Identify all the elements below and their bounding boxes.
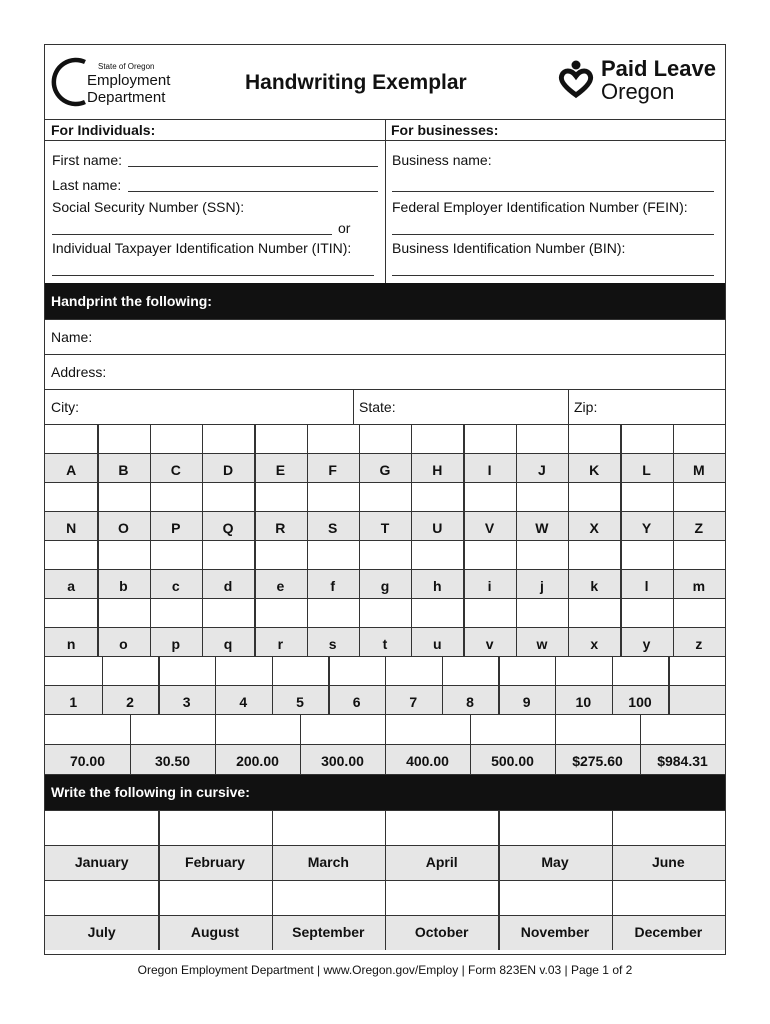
- lower2-cell: v: [485, 636, 494, 652]
- lower1-cell: e: [276, 578, 285, 594]
- amounts-write-cell[interactable]: [45, 714, 130, 744]
- row-divider: [45, 774, 725, 775]
- lower2-write-cell[interactable]: [673, 598, 725, 627]
- upper2-cell: Z: [694, 520, 704, 536]
- lower1-write-cell[interactable]: [411, 540, 463, 569]
- upper2-cell: N: [66, 520, 77, 536]
- amounts-cell: 70.00: [69, 753, 106, 769]
- upper2-cell: X: [589, 520, 599, 536]
- upper2-cell: W: [535, 520, 549, 536]
- employment-department-logo: [51, 53, 181, 111]
- numbers-write-cell[interactable]: [102, 656, 159, 685]
- months2-write-cell[interactable]: [612, 880, 725, 915]
- address-label: Address:: [51, 364, 107, 380]
- upper2-write-cell[interactable]: [307, 482, 359, 511]
- amounts-write-cell[interactable]: [385, 714, 470, 744]
- numbers-cell: [668, 694, 725, 714]
- lower2-write-cell[interactable]: [463, 598, 515, 627]
- months2-write-cell[interactable]: [45, 880, 158, 915]
- months2-write-cell[interactable]: [272, 880, 385, 915]
- lower1-cell: h: [433, 578, 442, 594]
- upper1-cell: M: [693, 462, 705, 478]
- numbers-write-cell[interactable]: [498, 656, 555, 685]
- lower2-cell: p: [171, 636, 181, 652]
- amounts-cell: 200.00: [236, 753, 279, 769]
- employment-department-logo-icon: [51, 53, 91, 111]
- months2-cell: December: [634, 924, 703, 940]
- lower2-cell: r: [277, 636, 284, 652]
- individuals-heading: For Individuals:: [45, 119, 385, 141]
- businesses-heading: For businesses:: [385, 119, 725, 141]
- itin-field[interactable]: [52, 275, 374, 276]
- lower1-write-cell[interactable]: [97, 540, 149, 569]
- lower2-write-cell[interactable]: [411, 598, 463, 627]
- numbers-cell: 4: [239, 694, 248, 710]
- first-name-field[interactable]: [128, 166, 378, 167]
- lower1-cell: g: [380, 578, 390, 594]
- row-divider: [45, 627, 725, 628]
- lower2-cell: z: [695, 636, 703, 652]
- months1-write-cell[interactable]: [498, 810, 611, 845]
- bin-label: Business Identification Number (BIN):: [392, 240, 626, 256]
- itin-label: Individual Taxpayer Identification Number (ITIN):: [52, 240, 352, 256]
- last-name-label: Last name:: [52, 177, 122, 193]
- upper2-cell: Q: [222, 520, 234, 536]
- upper1-cell: E: [275, 462, 286, 478]
- lower1-write-cell[interactable]: [150, 540, 202, 569]
- heart-person-icon: [558, 59, 594, 99]
- upper1-write-cell[interactable]: [202, 424, 254, 453]
- page-footer: Oregon Employment Department | www.Oregon.gov/Employ | Form 823EN v.03 | Page 1 of 2: [137, 963, 633, 977]
- numbers-write-cell[interactable]: [328, 656, 385, 685]
- lower2-cell: s: [328, 636, 337, 652]
- upper1-write-cell[interactable]: [516, 424, 568, 453]
- lower1-write-cell[interactable]: [45, 540, 97, 569]
- upper2-cell: T: [380, 520, 390, 536]
- lower1-cell: c: [171, 578, 180, 594]
- upper1-write-cell[interactable]: [150, 424, 202, 453]
- numbers-write-cell[interactable]: [385, 656, 442, 685]
- amounts-write-cell[interactable]: [130, 714, 215, 744]
- lower2-write-cell[interactable]: [568, 598, 620, 627]
- section-divider: [385, 119, 386, 283]
- numbers-cell: 9: [522, 694, 531, 710]
- numbers-cell: 7: [409, 694, 418, 710]
- handwriting-exemplar-form: [44, 44, 726, 955]
- months1-cell: March: [307, 854, 349, 870]
- page-title: Handwriting Exemplar: [245, 71, 467, 94]
- lower1-write-cell[interactable]: [673, 540, 725, 569]
- lower1-cell: a: [67, 578, 76, 594]
- upper1-write-cell[interactable]: [359, 424, 411, 453]
- row-divider: [45, 915, 725, 916]
- lower1-write-cell[interactable]: [463, 540, 515, 569]
- lower2-write-cell[interactable]: [202, 598, 254, 627]
- months2-cell: October: [414, 924, 469, 940]
- months2-cell: July: [87, 924, 116, 940]
- ssn-field[interactable]: [52, 234, 332, 235]
- numbers-write-cell[interactable]: [45, 656, 102, 685]
- months2-write-cell[interactable]: [158, 880, 271, 915]
- upper1-cell: B: [118, 462, 129, 478]
- state-label: State:: [359, 399, 396, 415]
- lower1-write-cell[interactable]: [202, 540, 254, 569]
- brand-line2: Oregon: [601, 79, 675, 104]
- months1-cell: January: [74, 854, 129, 870]
- lower2-cell: w: [536, 636, 548, 652]
- amounts-cell: 400.00: [406, 753, 449, 769]
- lower1-cell: k: [590, 578, 599, 594]
- amounts-cell: 500.00: [491, 753, 534, 769]
- months1-write-cell[interactable]: [272, 810, 385, 845]
- amounts-write-cell[interactable]: [215, 714, 300, 744]
- agency-name-line2: Department: [87, 89, 166, 106]
- upper1-cell: L: [642, 462, 651, 478]
- upper2-write-cell[interactable]: [463, 482, 515, 511]
- months1-write-cell[interactable]: [385, 810, 498, 845]
- numbers-cell: 3: [182, 694, 191, 710]
- upper2-cell: Y: [641, 520, 652, 536]
- numbers-write-cell[interactable]: [555, 656, 612, 685]
- upper1-cell: H: [432, 462, 443, 478]
- agency-name-line1: Employment: [87, 72, 171, 89]
- lower1-cell: m: [692, 578, 706, 594]
- row-divider: [45, 354, 725, 355]
- lower1-cell: i: [487, 578, 492, 594]
- lower2-cell: t: [382, 636, 388, 652]
- upper1-write-cell[interactable]: [673, 424, 725, 453]
- col-divider: [353, 389, 354, 424]
- numbers-cell: 100: [628, 694, 652, 710]
- lower1-cell: d: [223, 578, 233, 594]
- business-name-label: Business name:: [392, 152, 492, 168]
- amounts-write-cell[interactable]: [300, 714, 385, 744]
- numbers-write-cell[interactable]: [612, 656, 669, 685]
- upper2-write-cell[interactable]: [97, 482, 149, 511]
- months1-cell: April: [425, 854, 458, 870]
- row-divider: [45, 389, 725, 390]
- numbers-write-cell[interactable]: [272, 656, 329, 685]
- upper1-cell: A: [66, 462, 77, 478]
- upper1-write-cell[interactable]: [620, 424, 672, 453]
- lower1-write-cell[interactable]: [307, 540, 359, 569]
- months1-cell: June: [651, 854, 685, 870]
- months2-write-cell[interactable]: [385, 880, 498, 915]
- months2-write-cell[interactable]: [498, 880, 611, 915]
- months2-cell: November: [520, 924, 590, 940]
- upper2-write-cell[interactable]: [45, 482, 97, 511]
- months2-cell: August: [190, 924, 240, 940]
- amounts-write-cell[interactable]: [470, 714, 555, 744]
- lower1-cell: b: [119, 578, 128, 594]
- months1-write-cell[interactable]: [612, 810, 725, 845]
- lower1-cell: j: [539, 578, 544, 594]
- ssn-label: Social Security Number (SSN):: [52, 199, 245, 215]
- numbers-cell: 8: [466, 694, 474, 710]
- row-divider: [45, 845, 725, 846]
- lower2-cell: o: [119, 636, 128, 652]
- upper2-cell: S: [328, 520, 338, 536]
- upper2-write-cell[interactable]: [254, 482, 306, 511]
- lower1-write-cell[interactable]: [620, 540, 672, 569]
- lower2-write-cell[interactable]: [45, 598, 97, 627]
- upper2-write-cell[interactable]: [359, 482, 411, 511]
- numbers-write-cell[interactable]: [668, 656, 725, 685]
- last-name-field[interactable]: [128, 191, 378, 192]
- numbers-cell: 10: [575, 694, 592, 710]
- cursive-heading: Write the following in cursive:: [45, 774, 725, 810]
- lower2-write-cell[interactable]: [359, 598, 411, 627]
- upper1-write-cell[interactable]: [307, 424, 359, 453]
- upper1-cell: G: [379, 462, 391, 478]
- upper1-write-cell[interactable]: [411, 424, 463, 453]
- upper1-cell: K: [589, 462, 600, 478]
- lower1-write-cell[interactable]: [568, 540, 620, 569]
- fein-field[interactable]: [392, 234, 714, 235]
- lower2-cell: y: [642, 636, 651, 652]
- lower2-write-cell[interactable]: [516, 598, 568, 627]
- amounts-cell: $984.31: [657, 753, 708, 769]
- months1-cell: May: [541, 854, 569, 870]
- first-name-label: First name:: [52, 152, 123, 168]
- lower1-write-cell[interactable]: [359, 540, 411, 569]
- bin-field[interactable]: [392, 275, 714, 276]
- lower2-write-cell[interactable]: [254, 598, 306, 627]
- numbers-write-cell[interactable]: [215, 656, 272, 685]
- row-divider: [45, 453, 725, 454]
- months1-write-cell[interactable]: [158, 810, 271, 845]
- lower2-write-cell[interactable]: [150, 598, 202, 627]
- numbers-write-cell[interactable]: [442, 656, 499, 685]
- form-header: [45, 45, 725, 119]
- zip-label: Zip:: [574, 399, 598, 415]
- lower2-cell: q: [223, 636, 233, 652]
- numbers-cell: 2: [126, 694, 134, 710]
- upper2-write-cell[interactable]: [411, 482, 463, 511]
- row-divider: [45, 685, 725, 686]
- lower2-write-cell[interactable]: [97, 598, 149, 627]
- upper1-cell: I: [487, 462, 492, 478]
- upper1-write-cell[interactable]: [97, 424, 149, 453]
- handprint-heading: Handprint the following:: [45, 283, 725, 319]
- or-label: or: [338, 220, 351, 236]
- col-divider: [568, 389, 569, 424]
- row-divider: [45, 744, 725, 745]
- lower2-cell: u: [433, 636, 442, 652]
- amounts-cell: $275.60: [572, 753, 623, 769]
- upper1-cell: J: [538, 462, 546, 478]
- row-divider: [45, 511, 725, 512]
- row-divider: [45, 569, 725, 570]
- upper1-write-cell[interactable]: [254, 424, 306, 453]
- lower2-cell: x: [590, 636, 599, 652]
- amounts-cell: 30.50: [154, 753, 191, 769]
- amounts-write-cell[interactable]: [640, 714, 725, 744]
- numbers-cell: 6: [352, 694, 361, 710]
- months1-write-cell[interactable]: [45, 810, 158, 845]
- lower1-cell: l: [644, 578, 649, 594]
- city-label: City:: [51, 399, 79, 415]
- amounts-write-cell[interactable]: [555, 714, 640, 744]
- brand-line1: Paid Leave: [601, 56, 716, 81]
- business-name-field[interactable]: [392, 191, 714, 192]
- name-label: Name:: [51, 329, 93, 345]
- upper2-write-cell[interactable]: [620, 482, 672, 511]
- upper2-write-cell[interactable]: [150, 482, 202, 511]
- upper2-cell: R: [275, 520, 286, 536]
- fein-label: Federal Employer Identification Number (FEIN):: [392, 199, 688, 215]
- upper2-write-cell[interactable]: [202, 482, 254, 511]
- lower2-write-cell[interactable]: [307, 598, 359, 627]
- lower2-cell: n: [66, 636, 76, 652]
- numbers-cell: 5: [296, 694, 304, 710]
- lower2-write-cell[interactable]: [620, 598, 672, 627]
- numbers-cell: 1: [69, 694, 78, 710]
- upper2-cell: P: [171, 520, 181, 536]
- lower1-write-cell[interactable]: [254, 540, 306, 569]
- months1-cell: February: [185, 854, 245, 870]
- upper2-cell: U: [432, 520, 443, 536]
- upper2-cell: O: [118, 520, 129, 536]
- months2-cell: September: [292, 924, 365, 940]
- numbers-write-cell[interactable]: [158, 656, 215, 685]
- upper1-cell: F: [328, 462, 337, 478]
- upper1-cell: C: [170, 462, 181, 478]
- row-divider: [45, 319, 725, 320]
- lower1-write-cell[interactable]: [516, 540, 568, 569]
- agency-state: State of Oregon: [98, 62, 155, 71]
- upper1-write-cell[interactable]: [463, 424, 515, 453]
- upper2-write-cell[interactable]: [516, 482, 568, 511]
- upper2-write-cell[interactable]: [673, 482, 725, 511]
- lower1-cell: f: [330, 578, 336, 594]
- amounts-cell: 300.00: [321, 753, 364, 769]
- upper2-write-cell[interactable]: [568, 482, 620, 511]
- upper1-write-cell[interactable]: [45, 424, 97, 453]
- upper1-cell: D: [223, 462, 234, 478]
- upper2-cell: V: [484, 520, 495, 536]
- upper1-write-cell[interactable]: [568, 424, 620, 453]
